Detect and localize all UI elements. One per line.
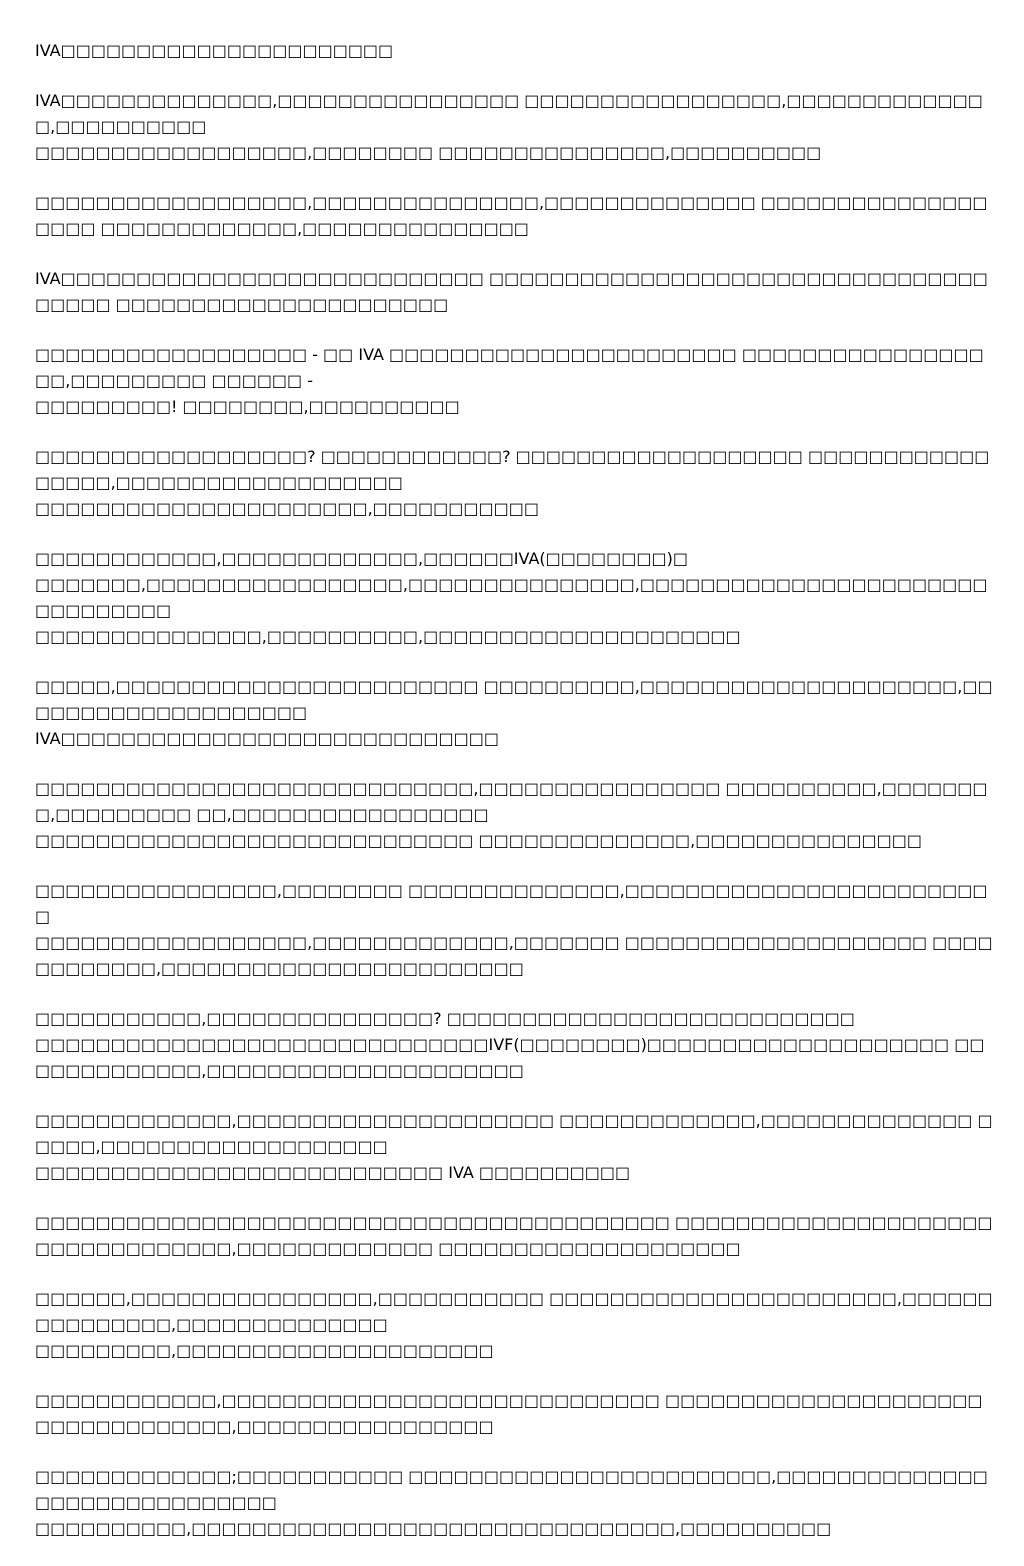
paragraph: IVA□□□□□□□□□□□□□□□□□□□□□□□□□□□□ □□□□□□□□□□□□□□□□□□□□□□□□□□□□□□□□□□□□□□ □□□□□□□□□□□□□□□□□□□□□□: [35, 269, 988, 314]
paragraph: □□□□□□□□□□□□□□□□□□□□□□□□□□□□□□□□□□□□□□□□□□ □□□□□□□□□□□□□□□□□□□□□□□□□□□□□□□□□□,□□□□□□□□□□□□□ □□□□□□□□□□□□□□□□□□□□: [35, 1213, 993, 1258]
paragraph: □□□□□□,□□□□□□□□□□□□□□□□,□□□□□□□□□□□ □□□□□□□□□□□□□□□□□□□□□□□,□□□□□□□□□□□□□□□,□□□□□□□□□□□□□□ □□□□□□□□□,□□□□□□□□□□□□□□□□□□□□□: [35, 1289, 993, 1360]
document-heading: IVA□□□□□□□□□□□□□□□□□□□□□□: [35, 41, 394, 60]
paragraph: □□□□□□□□□□□□□□□□□□,□□□□□□□□□□□□□□□,□□□□□□□□□□□□□□ □□□□□□□□□□□□□□□□□□□ □□□□□□□□□□□□□,□□□□□□□□□□□□□□□: [35, 193, 988, 238]
paragraph: IVA□□□□□□□□□□□□□□,□□□□□□□□□□□□□□□□ □□□□□□□□□□□□□□□□□,□□□□□□□□□□□□□□,□□□□□□□□□□ □□□□□□□□□□□□□□□□□□,□□□□□□□□ □□□□□□□□□□□□□□□,□□□□□□□□□□: [35, 91, 983, 162]
paragraph: □□□□□□□□□□□□□,□□□□□□□□□□□□□□□□□□□□□ □□□□□□□□□□□□□,□□□□□□□□□□□□□□ □□□□□,□□□□□□□□□□□□□□□□□□□ □□□□□□□□□□□□□□□□□□□□□□□□□□□ IVA □□□□□□□□□□: [35, 1111, 993, 1182]
paragraph: □□□□□□□□□□□□□□□□□□□□□□□□□□□□□,□□□□□□□□□□□□□□□□ □□□□□□□□□□,□□□□□□□□,□□□□□□□□□ □□,□□□□□□□□□□□□□□□□□ □□□□□□□□□□□□□□□□□□□□□□□□□□□□□ □□□□□□□□□□□□□□,□□□□□□□□□□□□□□□: [35, 779, 988, 850]
paragraph: □□□□□□□□□□□□□□□□,□□□□□□□□ □□□□□□□□□□□□□□,□□□□□□□□□□□□□□□□□□□□□□□□□ □□□□□□□□□□□□□□□□□□,□□□□□□□□□□□□□,□□□□□□□ □□□□□□□□□□□□□□□□□□□□ □□□□□□□□□□□□,□□□□□□□□□□□□□□□□□□□□□□□□: [35, 881, 993, 978]
paragraph: □□□□□□□□□□□□,□□□□□□□□□□□□□□□□□□□□□□□□□□□□□ □□□□□□□□□□□□□□□□□□□□□□□□□□□□□□□□□□,□□□□□□□□□□□□□□□□□: [35, 1391, 983, 1436]
paragraph: □□□□□□□□□□□□□□□□□□? □□□□□□□□□□□□? □□□□□□□□□□□□□□□□□□□ □□□□□□□□□□□□□□□□□,□□□□□□□□□□□□□□□□□□□ □□□□□□□□□□□□□□□□□□□□□□,□□□□□□□□□□□: [35, 447, 990, 518]
paragraph: □□□□□□□□□□□□□□□□□□ - □□ IVA □□□□□□□□□□□□□□□□□□□□□□□ □□□□□□□□□□□□□□□□□□,□□□□□□□□□ □□□□□□ - □□□□□□□□□! □□□□□□□□,□□□□□□□□□□: [35, 345, 984, 416]
paragraph: □□□□□,□□□□□□□□□□□□□□□□□□□□□□□□ □□□□□□□□□□,□□□□□□□□□□□□□□□□□□□□□,□□□□□□□□□□□□□□□□□□□□ IVA□□□□□□□□□□□□□□□□□□□□□□□□□□□□□: [35, 677, 993, 748]
paragraph: □□□□□□□□□□□□,□□□□□□□□□□□□□,□□□□□□IVA(□□□□□□□□)□ □□□□□□□,□□□□□□□□□□□□□□□□□,□□□□□□□□□□□□□□□,□□□□□□□□□□□□□□□□□□□□□□□□□□□□□□□□ □□□□□□□□□□□□□□□,□□□□□□□□□□,□□□□□□□□□□□□□□□□□□□□□: [35, 549, 988, 646]
paragraph: □□□□□□□□□□□□□;□□□□□□□□□□□ □□□□□□□□□□□□□□□□□□□□□□□□,□□□□□□□□□□□□□□□□□□□□□□□□□□□□□□ □□□□□□□□□□,□□□□□□□□□□□□□□□□□□□□□□□□□□□□□□□□,□□□□□□□□□□: [35, 1467, 988, 1538]
paragraph: □□□□□□□□□□□,□□□□□□□□□□□□□□□? □□□□□□□□□□□□□□□□□□□□□□□□□□□ □□□□□□□□□□□□□□□□□□□□□□□□□□□□□□IVF(□□□□□□□□)□□□□□□□□□□□□□□□□□□□□ □□□□□□□□□□□□□,□□□□□□□□□□□□□□□□□□□□□: [35, 1009, 985, 1080]
document-body: [35, 38, 995, 1566]
